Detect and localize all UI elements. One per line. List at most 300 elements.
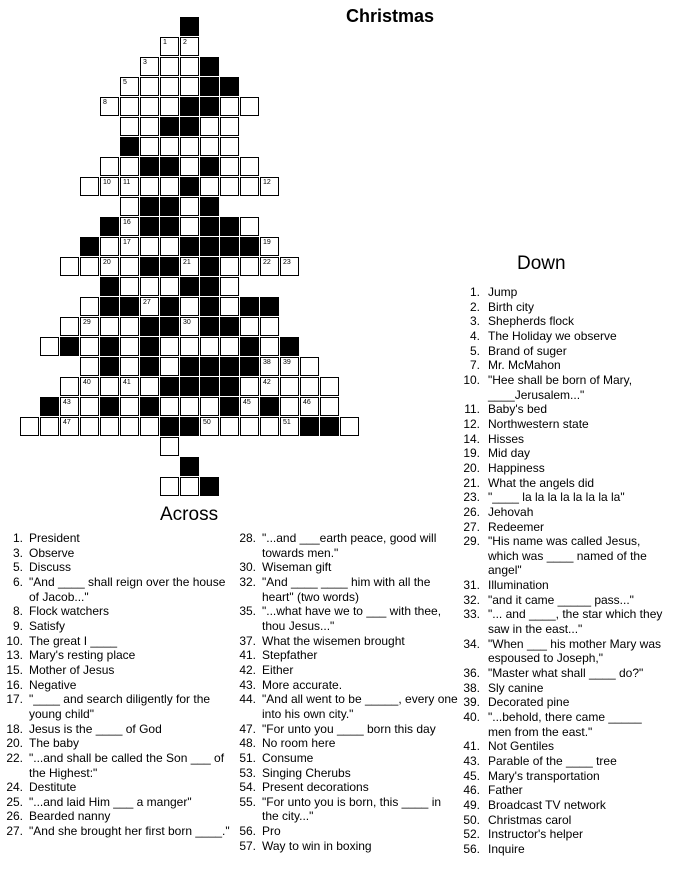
grid-cell[interactable] <box>80 317 99 336</box>
grid-cell[interactable] <box>220 277 239 296</box>
clue-text: The great I ____ <box>29 633 118 648</box>
across-clue <box>6 604 234 619</box>
grid-cell-black <box>200 197 219 216</box>
grid-cell[interactable] <box>140 237 159 256</box>
clue-text: Singing Cherubs <box>262 765 351 780</box>
grid-cell[interactable] <box>140 137 159 156</box>
grid-cell[interactable] <box>180 217 199 236</box>
clue-text: "and it came _____ pass..." <box>488 592 634 607</box>
grid-cell[interactable] <box>240 317 259 336</box>
clue-number: 33. <box>463 607 480 622</box>
grid-cell-black <box>280 337 299 356</box>
clue-number: 53. <box>239 765 256 780</box>
clue-text: "...and shall be called the Son ___ of the Highest:" <box>29 750 225 780</box>
across-clue <box>236 663 458 678</box>
clue-text: "____ and search diligently for the young child" <box>29 692 211 721</box>
clue-number: 30 <box>183 319 191 326</box>
across-clue <box>6 780 234 795</box>
grid-cell[interactable] <box>220 177 239 196</box>
grid-cell-black <box>200 97 219 116</box>
grid-cell[interactable] <box>120 257 139 276</box>
clue-number: 28. <box>239 531 256 545</box>
grid-cell[interactable] <box>220 257 239 276</box>
grid-cell[interactable] <box>180 37 199 56</box>
grid-cell[interactable] <box>60 257 79 276</box>
grid-cell[interactable] <box>200 117 219 136</box>
grid-cell-black <box>60 337 79 356</box>
clue-text: Not Gentiles <box>488 739 555 754</box>
grid-cell[interactable] <box>200 337 219 356</box>
grid-cell[interactable] <box>280 257 299 276</box>
grid-cell[interactable] <box>100 237 119 256</box>
grid-cell-black <box>320 417 339 436</box>
clue-number: 8. <box>12 604 23 619</box>
grid-cell[interactable] <box>300 377 319 396</box>
down-clue <box>462 329 667 344</box>
grid-cell[interactable] <box>60 317 79 336</box>
grid-cell[interactable] <box>220 417 239 436</box>
grid-cell[interactable] <box>320 377 339 396</box>
clue-number: 12. <box>463 416 480 431</box>
grid-cell[interactable] <box>80 357 99 376</box>
clue-text: "For unto you ____ born this day <box>262 721 436 736</box>
clue-number: 45. <box>463 768 480 783</box>
grid-cell-black <box>160 197 179 216</box>
grid-cell[interactable] <box>160 237 179 256</box>
grid-cell-black <box>100 277 119 296</box>
grid-cell[interactable] <box>200 177 219 196</box>
grid-cell[interactable] <box>120 337 139 356</box>
grid-cell[interactable] <box>160 477 179 496</box>
clue-number: 41. <box>239 648 256 663</box>
grid-cell[interactable] <box>120 357 139 376</box>
clue-text: "And ____ shall reign over the house of Jacob..." <box>29 574 226 604</box>
grid-cell[interactable] <box>180 257 199 276</box>
grid-cell-black <box>200 377 219 396</box>
clue-text: "His name was called Jesus, which was ____ named of the angel" <box>488 534 647 578</box>
grid-cell[interactable] <box>100 377 119 396</box>
grid-cell[interactable] <box>260 337 279 356</box>
grid-cell[interactable] <box>160 277 179 296</box>
clue-text: Mother of Jesus <box>29 662 115 677</box>
grid-cell[interactable] <box>180 397 199 416</box>
clue-number: 38 <box>263 359 271 366</box>
across-clue <box>6 722 234 737</box>
grid-cell-black <box>240 337 259 356</box>
clue-text: Stepfather <box>262 648 318 663</box>
grid-cell[interactable] <box>200 397 219 416</box>
clue-number: 11. <box>464 402 480 417</box>
clue-number: 3. <box>12 545 23 560</box>
across-clue <box>236 736 458 751</box>
grid-cell-black <box>140 357 159 376</box>
clue-text: Observe <box>29 545 75 560</box>
grid-cell[interactable] <box>160 357 179 376</box>
clue-number: 25. <box>6 794 23 809</box>
clue-number: 12 <box>263 179 271 186</box>
clue-number: 7. <box>469 358 480 373</box>
clue-number: 44. <box>239 692 256 707</box>
grid-cell[interactable] <box>140 77 159 96</box>
grid-cell[interactable] <box>120 237 139 256</box>
grid-cell[interactable] <box>180 57 199 76</box>
grid-cell[interactable] <box>120 157 139 176</box>
grid-cell[interactable] <box>260 377 279 396</box>
grid-cell[interactable] <box>60 397 79 416</box>
grid-cell[interactable] <box>260 237 279 256</box>
grid-cell[interactable] <box>160 77 179 96</box>
clue-number: 14. <box>463 431 480 446</box>
clue-text: Mary's transportation <box>488 768 600 783</box>
clue-text: "Hee shall be born of Mary, ____Jerusalem..." <box>488 372 633 402</box>
across-clue <box>236 824 458 839</box>
down-clue <box>462 783 667 798</box>
clue-number: 26. <box>463 504 480 519</box>
grid-cell[interactable] <box>120 97 139 116</box>
grid-cell[interactable] <box>120 177 139 196</box>
grid-cell[interactable] <box>40 337 59 356</box>
across-clue <box>236 839 458 854</box>
clue-number: 27. <box>6 824 23 839</box>
grid-cell[interactable] <box>140 277 159 296</box>
clue-number: 46 <box>303 399 311 406</box>
grid-cell[interactable] <box>120 197 139 216</box>
clue-text: Father <box>488 783 523 798</box>
grid-cell[interactable] <box>340 417 359 436</box>
grid-cell-black <box>160 417 179 436</box>
grid-cell[interactable] <box>140 417 159 436</box>
grid-cell[interactable] <box>260 417 279 436</box>
down-clue <box>462 842 667 857</box>
down-clue <box>462 798 667 813</box>
clue-number: 46. <box>463 783 480 798</box>
clue-number: 56. <box>463 841 480 856</box>
clue-number: 21. <box>463 475 480 490</box>
clue-number: 20 <box>103 259 111 266</box>
clue-number: 32. <box>463 592 480 607</box>
clue-number: 11 <box>123 179 131 186</box>
down-clue <box>462 358 667 373</box>
grid-cell[interactable] <box>140 177 159 196</box>
across-clue <box>236 634 458 649</box>
clue-text: Birth city <box>488 299 535 314</box>
clue-text: Mary's resting place <box>29 648 136 663</box>
grid-cell[interactable] <box>200 137 219 156</box>
grid-cell-black <box>140 317 159 336</box>
grid-cell[interactable] <box>140 377 159 396</box>
clue-number: 1. <box>469 285 480 299</box>
clue-text: Mid day <box>488 446 531 461</box>
grid-cell[interactable] <box>80 177 99 196</box>
clue-text: Present decorations <box>262 780 369 795</box>
across-clue <box>6 546 234 561</box>
across-clues-column-1 <box>6 531 234 839</box>
grid-cell[interactable] <box>120 317 139 336</box>
grid-cell-black <box>100 337 119 356</box>
clue-number: 31. <box>463 578 480 593</box>
across-clue <box>236 575 458 604</box>
grid-cell[interactable] <box>260 317 279 336</box>
clue-number: 40. <box>463 710 480 725</box>
grid-cell-black <box>160 217 179 236</box>
grid-cell[interactable] <box>220 97 239 116</box>
clue-text: Brand of suger <box>488 343 567 358</box>
down-clue <box>462 432 667 447</box>
grid-cell[interactable] <box>140 57 159 76</box>
clue-number: 10 <box>103 179 111 186</box>
grid-cell[interactable] <box>240 377 259 396</box>
clue-number: 27. <box>463 519 480 534</box>
grid-cell[interactable] <box>120 117 139 136</box>
clue-number: 20. <box>463 460 480 475</box>
across-clue <box>6 809 234 824</box>
clue-text: "...what have we to ___ with thee, thou Jesus..." <box>262 604 442 633</box>
clue-number: 55. <box>239 794 256 809</box>
clue-text: Illumination <box>488 578 549 593</box>
across-clue <box>236 678 458 693</box>
clue-text: "Master what shall ____ do?" <box>488 666 644 681</box>
clue-number: 50 <box>203 419 211 426</box>
grid-cell[interactable] <box>100 257 119 276</box>
down-clue <box>462 637 667 666</box>
clue-number: 3 <box>143 59 147 66</box>
clue-number: 6. <box>12 574 23 589</box>
grid-cell[interactable] <box>100 317 119 336</box>
grid-cell[interactable] <box>240 257 259 276</box>
across-clue <box>236 531 458 560</box>
grid-cell[interactable] <box>160 37 179 56</box>
clue-text: The Holiday we observe <box>488 328 617 343</box>
puzzle-title: Christmas <box>346 6 435 26</box>
across-clue <box>236 648 458 663</box>
grid-cell-black <box>180 457 199 476</box>
across-clue <box>236 692 458 721</box>
grid-cell[interactable] <box>140 97 159 116</box>
grid-cell-black <box>180 177 199 196</box>
grid-cell[interactable] <box>240 97 259 116</box>
clue-text: Baby's bed <box>488 402 547 417</box>
grid-cell[interactable] <box>320 397 339 416</box>
grid-cell[interactable] <box>180 137 199 156</box>
clue-number: 10. <box>463 372 480 387</box>
grid-cell-black <box>100 357 119 376</box>
grid-cell[interactable] <box>120 77 139 96</box>
grid-cell[interactable] <box>280 397 299 416</box>
grid-cell[interactable] <box>180 157 199 176</box>
across-clue <box>236 780 458 795</box>
across-clue <box>6 663 234 678</box>
grid-cell[interactable] <box>160 137 179 156</box>
grid-cell[interactable] <box>240 417 259 436</box>
grid-cell[interactable] <box>160 177 179 196</box>
clue-number: 43. <box>463 754 480 768</box>
across-clue <box>6 648 234 663</box>
clue-number: 54. <box>239 780 256 795</box>
grid-cell[interactable] <box>20 417 39 436</box>
across-clue <box>236 722 458 737</box>
grid-cell-black <box>140 217 159 236</box>
grid-cell[interactable] <box>160 57 179 76</box>
down-clue <box>462 593 667 608</box>
clue-text: The baby <box>29 736 80 751</box>
down-clue <box>462 344 667 359</box>
grid-cell[interactable] <box>100 417 119 436</box>
clue-number: 20. <box>6 736 23 751</box>
grid-cell[interactable] <box>260 357 279 376</box>
grid-cell[interactable] <box>280 417 299 436</box>
clue-number: 15. <box>6 662 23 677</box>
grid-cell[interactable] <box>80 397 99 416</box>
down-clue <box>462 578 667 593</box>
grid-cell[interactable] <box>120 377 139 396</box>
clue-number: 29 <box>83 319 91 326</box>
grid-cell[interactable] <box>60 417 79 436</box>
grid-cell[interactable] <box>140 297 159 316</box>
grid-cell[interactable] <box>120 397 139 416</box>
grid-cell-black <box>200 297 219 316</box>
grid-cell-black <box>200 477 219 496</box>
grid-cell[interactable] <box>220 337 239 356</box>
across-clue <box>6 824 234 839</box>
grid-cell-black <box>220 77 239 96</box>
grid-cell[interactable] <box>300 397 319 416</box>
grid-cell[interactable] <box>280 357 299 376</box>
clue-number: 30. <box>239 560 256 575</box>
across-clue <box>236 751 458 766</box>
across-clue <box>6 560 234 575</box>
across-clue <box>6 531 234 546</box>
grid-cell-black <box>220 237 239 256</box>
grid-cell-black <box>200 237 219 256</box>
clue-number: 18. <box>6 721 23 736</box>
clue-number: 16 <box>123 219 131 226</box>
grid-cell-black <box>240 357 259 376</box>
grid-cell[interactable] <box>40 417 59 436</box>
grid-cell[interactable] <box>120 277 139 296</box>
clue-text: Redeemer <box>488 519 545 534</box>
grid-cell[interactable] <box>100 177 119 196</box>
grid-cell[interactable] <box>220 137 239 156</box>
clue-number: 47. <box>239 721 256 736</box>
grid-cell-black <box>100 297 119 316</box>
grid-cell[interactable] <box>300 357 319 376</box>
grid-cell[interactable] <box>200 417 219 436</box>
grid-cell[interactable] <box>240 217 259 236</box>
clue-number: 16. <box>6 677 23 692</box>
grid-cell[interactable] <box>160 337 179 356</box>
grid-cell-black <box>180 357 199 376</box>
across-clue <box>6 619 234 634</box>
clue-number: 57. <box>239 838 256 853</box>
grid-cell[interactable] <box>60 377 79 396</box>
grid-cell[interactable] <box>80 337 99 356</box>
down-clue <box>462 666 667 681</box>
grid-cell[interactable] <box>100 157 119 176</box>
grid-cell[interactable] <box>80 297 99 316</box>
grid-cell-black <box>120 137 139 156</box>
clue-text: Broadcast TV network <box>488 797 606 812</box>
grid-cell[interactable] <box>80 417 99 436</box>
clue-text: Decorated pine <box>488 695 570 710</box>
grid-cell[interactable] <box>220 157 239 176</box>
grid-cell-black <box>200 357 219 376</box>
clue-number: 34. <box>463 636 480 651</box>
down-clue <box>462 695 667 710</box>
clue-text: Shepherds flock <box>488 314 575 329</box>
clue-text: More accurate. <box>262 677 343 692</box>
clue-number: 29. <box>463 534 480 549</box>
grid-cell[interactable] <box>220 117 239 136</box>
across-clue <box>236 604 458 633</box>
grid-cell[interactable] <box>140 117 159 136</box>
grid-cell[interactable] <box>80 377 99 396</box>
grid-cell[interactable] <box>160 397 179 416</box>
across-clue <box>6 575 234 604</box>
grid-cell[interactable] <box>220 297 239 316</box>
clue-number: 1 <box>163 39 167 46</box>
grid-cell[interactable] <box>240 157 259 176</box>
down-clue <box>462 520 667 535</box>
grid-cell[interactable] <box>180 297 199 316</box>
grid-cell-black <box>80 237 99 256</box>
clue-number: 39. <box>463 695 480 710</box>
across-clue <box>236 766 458 781</box>
clue-text: Satisfy <box>29 618 66 633</box>
grid-cell-black <box>160 317 179 336</box>
grid-cell[interactable] <box>160 97 179 116</box>
grid-cell[interactable] <box>180 77 199 96</box>
grid-cell[interactable] <box>240 177 259 196</box>
grid-cell[interactable] <box>120 217 139 236</box>
grid-cell-black <box>160 297 179 316</box>
grid-cell[interactable] <box>180 477 199 496</box>
grid-cell[interactable] <box>240 397 259 416</box>
grid-cell-black <box>200 157 219 176</box>
across-clue <box>6 751 234 780</box>
grid-cell[interactable] <box>260 177 279 196</box>
grid-cell-black <box>180 117 199 136</box>
clue-text: "...behold, there came _____ men from the east." <box>488 710 642 739</box>
grid-cell[interactable] <box>160 437 179 456</box>
grid-cell[interactable] <box>120 417 139 436</box>
grid-cell-black <box>140 157 159 176</box>
grid-cell[interactable] <box>260 257 279 276</box>
down-clue <box>462 285 667 300</box>
grid-cell-black <box>220 217 239 236</box>
grid-cell[interactable] <box>180 317 199 336</box>
grid-cell[interactable] <box>280 377 299 396</box>
clue-text: "And she brought her first born ____." <box>29 824 230 839</box>
clue-text: Inquire <box>488 841 525 856</box>
clue-number: 37. <box>239 633 256 648</box>
across-heading: Across <box>160 504 219 525</box>
grid-cell-black <box>200 217 219 236</box>
grid-cell[interactable] <box>100 97 119 116</box>
grid-cell-black <box>100 397 119 416</box>
grid-cell-black <box>220 397 239 416</box>
clue-text: Way to win in boxing <box>262 838 372 853</box>
grid-cell[interactable] <box>80 257 99 276</box>
grid-cell-black <box>140 397 159 416</box>
across-clue <box>6 795 234 810</box>
across-clue <box>6 634 234 649</box>
clue-text: Negative <box>29 677 77 692</box>
grid-cell[interactable] <box>180 337 199 356</box>
clue-number: 2. <box>469 299 480 314</box>
grid-cell[interactable] <box>180 197 199 216</box>
clue-text: "For unto you is born, this ____ in the city..." <box>262 794 442 824</box>
grid-cell-black <box>200 317 219 336</box>
